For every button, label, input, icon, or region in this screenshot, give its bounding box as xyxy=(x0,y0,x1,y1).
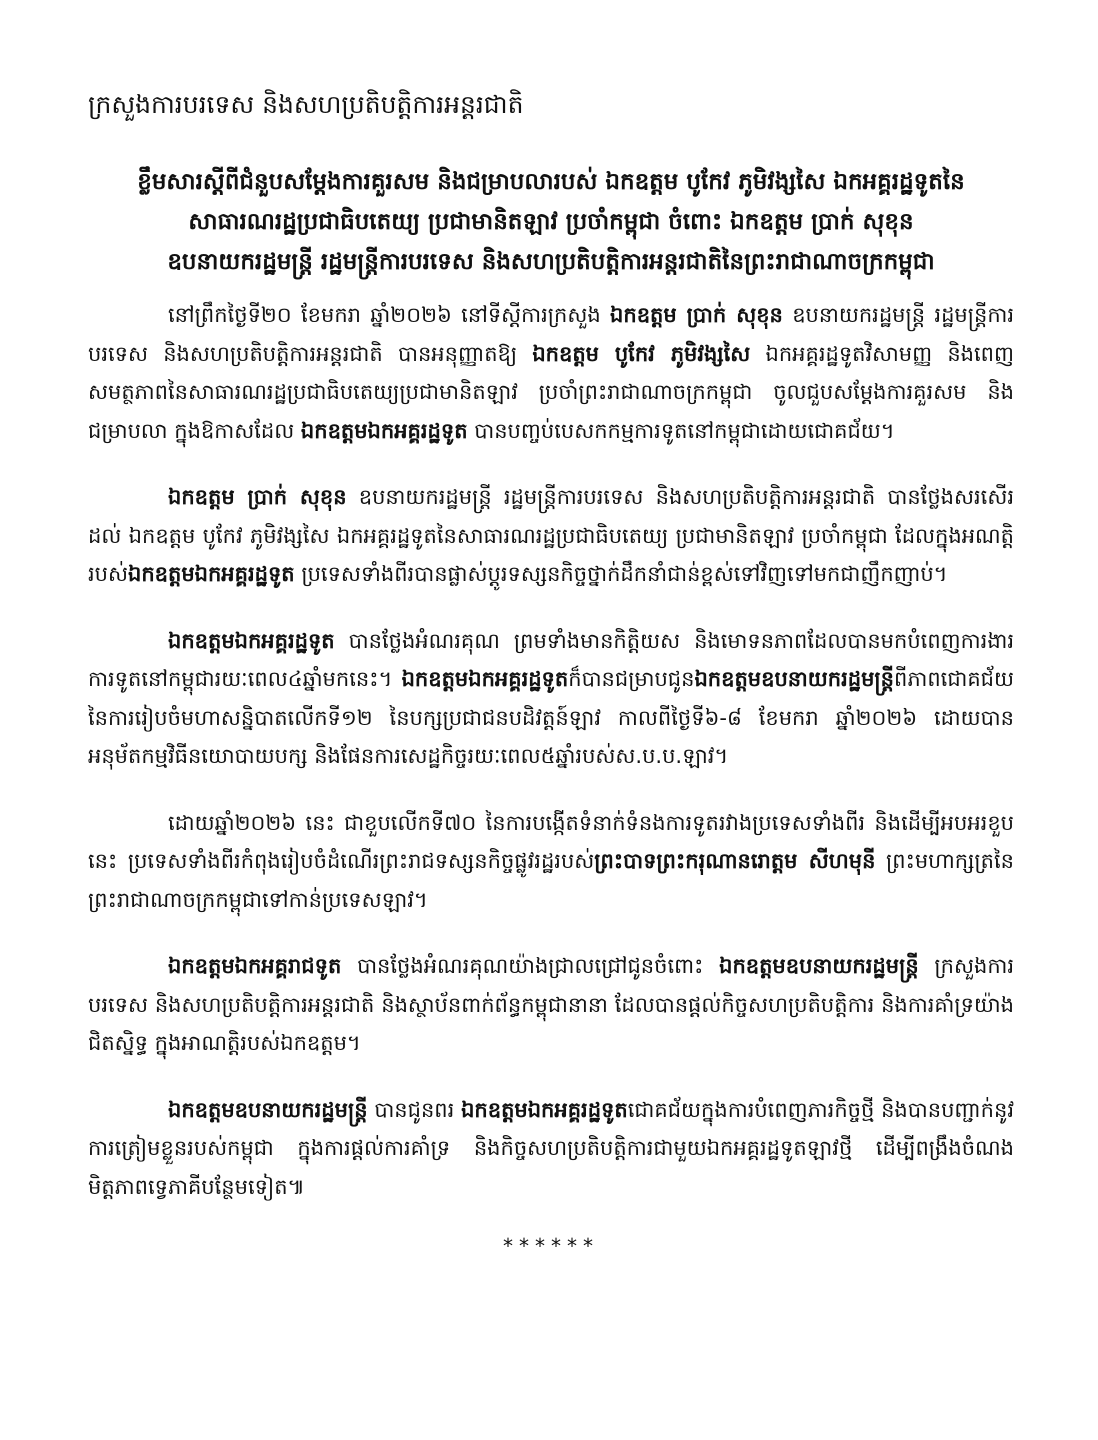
bold-run: ឯកឧត្តមឧបនាយករដ្ឋមន្ត្រី xyxy=(168,1097,368,1122)
text-run: ក៏បានជម្រាបជូន xyxy=(568,667,695,691)
text-run: ឧបនាយករដ្ឋមន្ត្រី រដ្ឋមន្ត្រីការបរទេស និងសហប្រតិបត្តិការអន្តរជាតិ បានថ្លែងសរសើរដល់ ឯកឧត្តម បូកែវ ភូមិវង្សសៃ ឯកអគ្គរដ្ឋទូតនៃសាធារណរដ្ឋប្រជាធិបតេយ្យ ប្រជាមានិតឡាវ ប្រចាំកម្ពុជា ដែលក្នុងអណត្តិរបស់ xyxy=(88,485,1014,586)
text-run: ដោយឆ្នាំ២០២៦ នេះ ជាខួបលើកទី៧០ នៃការបង្កើតទំនាក់ទំនងការទូតរវាងប្រទេសទាំងពីរ និងដើម្បីអបអរខួបនេះ ប្រទេសទាំងពីរកំពុងរៀបចំដំណើរព្រះរាជទស្សនកិច្ចផ្លូវរដ្ឋរបស់ xyxy=(88,810,1014,873)
body-paragraph xyxy=(88,622,1014,776)
ministry-name: ក្រសួងការបរទេស និងសហប្រតិបត្តិការអន្តរជាតិ xyxy=(88,90,524,119)
bold-run: ព្រះបាទព្រះករុណានរោត្តម សីហមុនី xyxy=(594,849,876,873)
body-paragraph xyxy=(88,804,1014,920)
bold-run: ឯកឧត្តមឯកអគ្គរដ្ឋទូត xyxy=(300,418,468,443)
text-run: បានជូនពរ xyxy=(367,1097,462,1122)
text-run: ជោគជ័យក្នុងការបំពេញភារកិច្ចថ្មី និងបានបញ្ជាក់នូវការត្រៀមខ្លួនរបស់កម្ពុជា ក្នុងការផ្តល់ការគាំទ្រ និងកិច្ចសហប្រតិបត្តិការជាមួយឯកអគ្គរដ្ឋទូតឡាវថ្មី ដើម្បីពង្រឹងចំណងមិត្តភាពទ្វេភាគីបន្ថែមទៀត៕ xyxy=(88,1097,1014,1199)
text-run: ក្រសួងការបរទេស និងសហប្រតិបត្តិការអន្តរជាតិ និងស្ថាប័នពាក់ព័ន្ធកម្ពុជានានា ដែលបានផ្តល់កិច្ចសហប្រតិបត្តិការ និងការគាំទ្រយ៉ាងជិតស្និទ្ធ ក្នុងអាណត្តិរបស់ឯកឧត្តម។ xyxy=(88,954,1014,1055)
bold-run: ឯកឧត្តម ប្រាក់ សុខុន xyxy=(168,485,347,509)
bold-run: ឯកឧត្តមឯកអគ្គរាជទូត xyxy=(168,954,342,978)
text-run: បានថ្លែងអំណរគុណយ៉ាងជ្រាលជ្រៅជូនចំពោះ xyxy=(341,954,720,978)
document-title xyxy=(88,162,1014,282)
bold-run: ឯកឧត្តមឯកអគ្គរដ្ឋទូត xyxy=(461,1097,628,1122)
body-paragraph xyxy=(88,478,1014,594)
text-run: ឧបនាយករដ្ឋមន្ត្រី រដ្ឋមន្ត្រីការបរទេស និងសហប្រតិបត្តិការអន្តរជាតិ បានអនុញ្ញាតឱ្យ xyxy=(88,303,1014,366)
title-line: សាធារណរដ្ឋប្រជាធិបតេយ្យ ប្រជាមានិតឡាវ ប្រចាំកម្ពុជា ចំពោះ ឯកឧត្តម ប្រាក់ សុខុន xyxy=(188,209,914,235)
text-run: ព្រះមហាក្សត្រនៃព្រះរាជាណាចក្រកម្ពុជាទៅកាន់ប្រទេសឡាវ។ xyxy=(88,849,1014,912)
body-paragraph xyxy=(88,1091,1014,1207)
text-run: បានថ្លែងអំណរគុណ ព្រមទាំងមានកិត្តិយស និងមោទនភាពដែលបានមកបំពេញការងារការទូតនៅកម្ពុជារយៈពេល៤ឆ្នាំមកនេះ។ xyxy=(88,628,1014,691)
bold-run: ឯកឧត្តមឧបនាយករដ្ឋមន្ត្រី xyxy=(719,954,919,978)
bold-run: ឯកឧត្តមឯកអគ្គរដ្ឋទូត xyxy=(128,562,295,586)
text-run: បានបញ្ចប់បេសកកម្មការទូតនៅកម្ពុជាដោយជោគជ័យ។ xyxy=(467,418,895,443)
body-paragraph xyxy=(88,947,1014,1063)
bold-run: ឯកឧត្តមឯកអគ្គរដ្ឋទូត xyxy=(168,628,335,653)
title-line: ខ្លឹមសារស្តីពីជំនួបសម្តែងការគួរសម និងជម្រាបលារបស់ ឯកឧត្តម បូកែវ ភូមិវង្សសៃ ឯកអគ្គរដ្ឋទូតនៃ xyxy=(137,169,965,195)
bold-run: ឯកឧត្តម បូកែវ ភូមិវង្សសៃ xyxy=(532,341,751,366)
text-run: ប្រទេសទាំងពីរបានផ្លាស់ប្តូរទស្សនកិច្ចថ្នាក់ដឹកនាំជាន់ខ្ពស់ទៅវិញទៅមកជាញឹកញាប់។ xyxy=(294,562,948,586)
bold-run: ឯកឧត្តមឯកអគ្គរដ្ឋទូត xyxy=(401,667,569,691)
text-run: នៅព្រឹកថ្ងៃទី២០ ខែមករា ឆ្នាំ២០២៦ នៅទីស្តីការក្រសួង xyxy=(168,303,611,327)
document-body xyxy=(88,296,1014,1206)
bold-run: ឯកឧត្តម ប្រាក់ សុខុន xyxy=(610,303,783,327)
title-line: ឧបនាយករដ្ឋមន្ត្រី រដ្ឋមន្ត្រីការបរទេស និងសហប្រតិបត្តិការអន្តរជាតិនៃព្រះរាជាណាចក្រកម្ពុជា xyxy=(167,249,935,275)
bold-run: ឯកឧត្តមឧបនាយករដ្ឋមន្ត្រី xyxy=(694,667,895,691)
body-paragraph xyxy=(88,296,1014,450)
text-run: ពីភាពជោគជ័យនៃការរៀបចំមហាសន្និបាតលើកទី១២ នៃបក្សប្រជាជនបដិវត្តន៍ឡាវ កាលពីថ្ងៃទី៦-៨ ខែមករា ឆ្នាំ២០២៦ ដោយបានអនុម័តកម្មវិធីនយោបាយបក្ស និងផែនការសេដ្ឋកិច្ចរយៈពេល៥ឆ្នាំរបស់ស.ប.ប.ឡាវ។ xyxy=(88,667,1014,768)
end-mark: ****** xyxy=(503,1234,599,1258)
text-run: ឯកអគ្គរដ្ឋទូតវិសាមញ្ញ និងពេញសមត្ថភាពនៃសាធារណរដ្ឋប្រជាធិបតេយ្យប្រជាមានិតឡាវ ប្រចាំព្រះរាជាណាចក្រកម្ពុជា ចូលជួបសម្តែងការគួរសម និងជម្រាបលា ក្នុងឱកាសដែល xyxy=(88,341,1014,443)
